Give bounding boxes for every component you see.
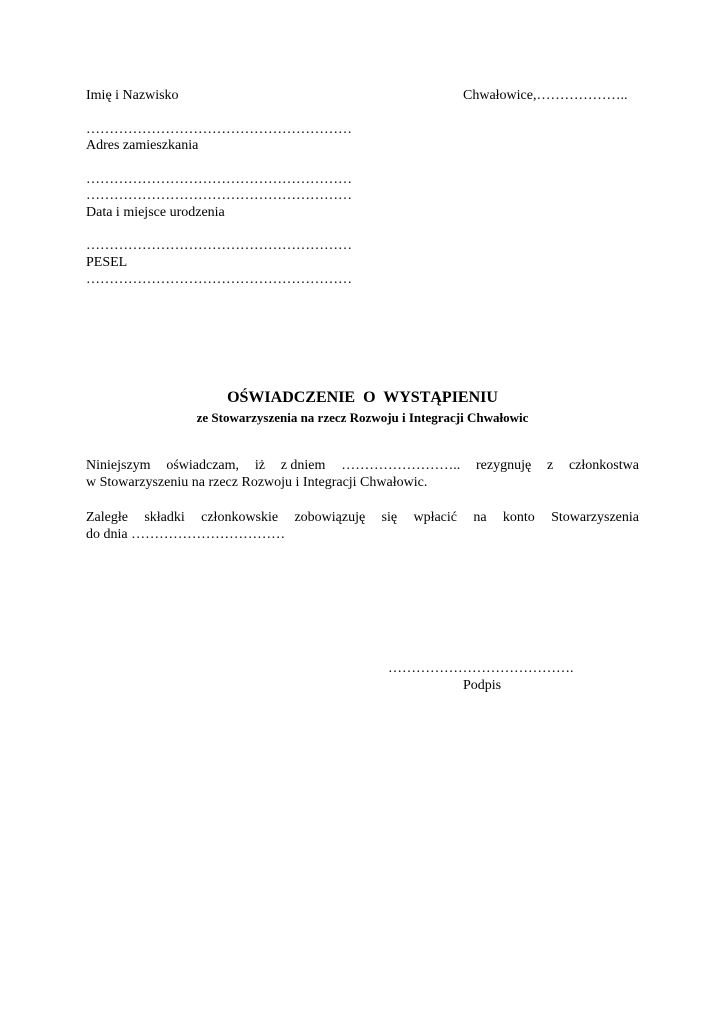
paragraph-1-word: członkostwa bbox=[568, 458, 639, 473]
paragraph-1-word: Niniejszym bbox=[86, 458, 151, 473]
paragraph-2-word: członkowskie bbox=[201, 510, 279, 525]
pesel-label: PESEL bbox=[86, 255, 128, 270]
paragraph-1-line-2: w Stowarzyszeniu na rzecz Rozwoju i Integracji Chwałowic. bbox=[86, 475, 428, 490]
paragraph-2-word: zobowiązuję bbox=[294, 510, 366, 525]
signature-label: Podpis bbox=[463, 678, 502, 693]
pesel-dots: ………………………………………………… bbox=[86, 272, 352, 287]
paragraph-2-word: wpłacić bbox=[413, 510, 457, 525]
paragraph-2-line-1 bbox=[86, 510, 639, 526]
paragraph-1-word: oświadczam, bbox=[166, 458, 240, 473]
paragraph-2-word: konto bbox=[502, 510, 535, 525]
birth-label: Data i miejsce urodzenia bbox=[86, 205, 225, 220]
address-dots-1: ………………………………………………… bbox=[86, 172, 352, 187]
paragraph-1-word: iż bbox=[254, 458, 265, 473]
paragraph-1-word: rezygnuję bbox=[475, 458, 532, 473]
signature-dots: …………………………………. bbox=[388, 661, 574, 676]
paragraph-1-word: …………………….. bbox=[341, 458, 461, 473]
paragraph-2-word: składki bbox=[144, 510, 185, 525]
address-label: Adres zamieszkania bbox=[86, 138, 199, 153]
paragraph-2-word: Zaległe bbox=[86, 510, 128, 525]
birth-dots: ………………………………………………… bbox=[86, 238, 352, 253]
paragraph-2-line-2: do dnia …………………………… bbox=[86, 527, 286, 542]
paragraph-1-word: z dniem bbox=[280, 458, 326, 473]
address-dots-2: ………………………………………………… bbox=[86, 188, 352, 203]
paragraph-1-line-1 bbox=[86, 458, 639, 474]
paragraph-2-word: na bbox=[473, 510, 487, 525]
paragraph-1-word: z bbox=[546, 458, 554, 473]
paragraph-2-word: Stowarzyszenia bbox=[551, 510, 639, 525]
name-dots: ………………………………………………… bbox=[86, 122, 352, 137]
document-subtitle: ze Stowarzyszenia na rzecz Rozwoju i Integracji Chwałowic bbox=[196, 410, 529, 425]
place-date-field: Chwałowice,……………….. bbox=[463, 88, 628, 103]
name-label: Imię i Nazwisko bbox=[86, 88, 179, 103]
document-title: OŚWIADCZENIE O WYSTĄPIENIU bbox=[227, 389, 498, 406]
paragraph-2-word: się bbox=[381, 510, 398, 525]
